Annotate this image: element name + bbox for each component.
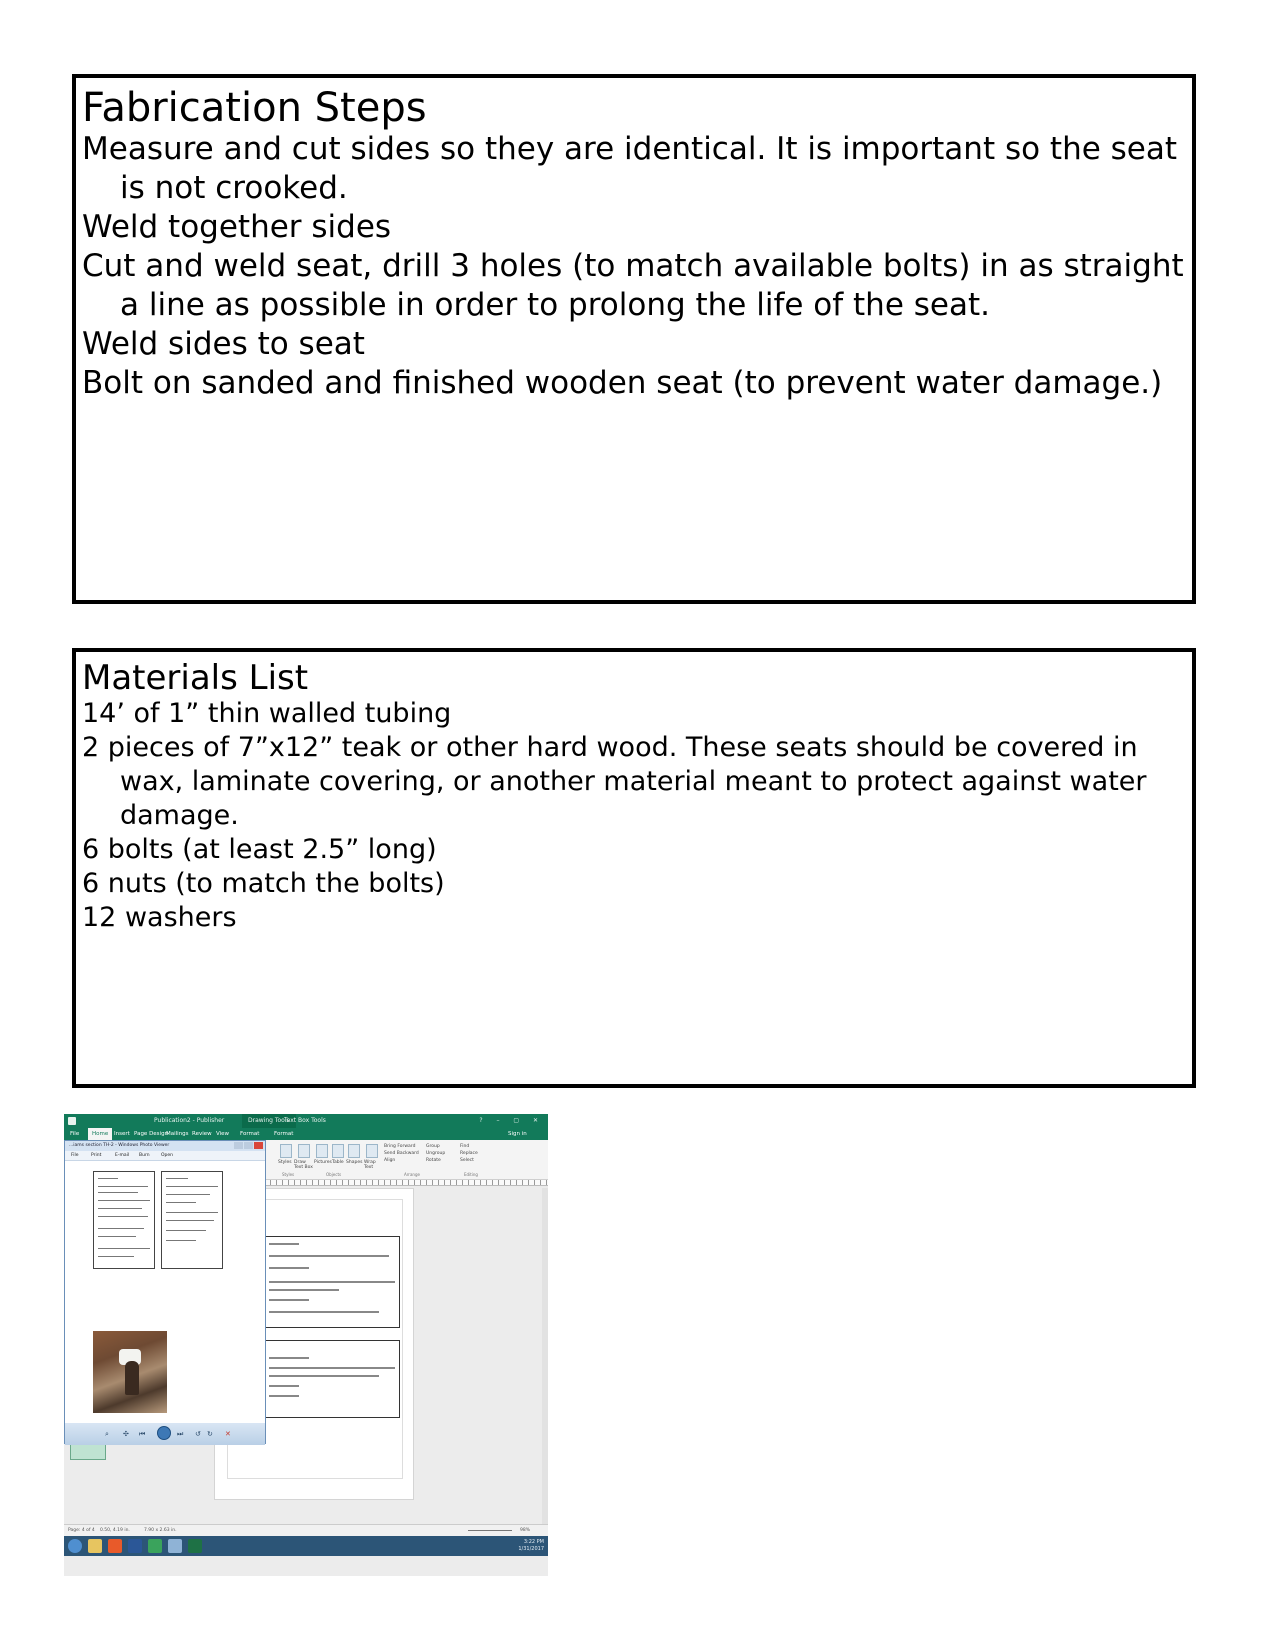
ribbon-group-label: Arrange xyxy=(404,1172,420,1177)
sign-in-link[interactable]: Sign in xyxy=(508,1131,527,1137)
ribbon-label[interactable]: Bring Forward xyxy=(384,1144,416,1149)
viewer-window-controls[interactable] xyxy=(233,1142,263,1150)
materials-list-box xyxy=(72,648,1196,1088)
photo-viewer-taskbar-icon[interactable] xyxy=(168,1539,182,1553)
mini-fabrication-box xyxy=(264,1236,400,1328)
person-legs xyxy=(125,1361,139,1395)
publisher-taskbar-icon[interactable] xyxy=(148,1539,162,1553)
tab-mailings[interactable]: Mailings xyxy=(166,1131,189,1137)
app-title: Publication2 - Publisher xyxy=(154,1117,225,1124)
text-line xyxy=(166,1230,206,1231)
zoom-slider[interactable] xyxy=(468,1530,512,1531)
rotate-left-icon[interactable]: ↺ xyxy=(195,1430,201,1438)
fabrication-step: Weld together sides xyxy=(82,209,392,245)
text-line xyxy=(269,1281,395,1283)
materials-heading: Materials List xyxy=(82,658,309,698)
viewed-page-right xyxy=(161,1171,223,1269)
page-thumbnail[interactable] xyxy=(70,1444,106,1460)
file-explorer-icon[interactable] xyxy=(88,1539,102,1553)
tab-file[interactable]: File xyxy=(70,1131,80,1137)
table-icon[interactable] xyxy=(332,1144,344,1158)
fabrication-steps-list xyxy=(82,130,1186,403)
ribbon-label[interactable]: Align xyxy=(384,1158,396,1163)
slideshow-play-icon[interactable] xyxy=(157,1426,171,1440)
vertical-scrollbar[interactable] xyxy=(542,1188,548,1524)
fabrication-steps-box xyxy=(72,74,1196,604)
ribbon-label: Draw Text Box xyxy=(294,1160,313,1170)
text-line xyxy=(166,1240,196,1241)
tab-review[interactable]: Review xyxy=(192,1131,212,1137)
tab-format-textbox[interactable]: Format xyxy=(274,1131,294,1137)
ribbon-group-label: Objects xyxy=(326,1172,342,1177)
viewer-menu-email[interactable]: E-mail xyxy=(115,1153,130,1158)
text-line xyxy=(269,1367,395,1369)
viewer-image-area xyxy=(65,1161,265,1423)
styles-icon[interactable] xyxy=(280,1144,292,1158)
viewed-page-left xyxy=(93,1171,155,1269)
windows-start-icon[interactable] xyxy=(68,1539,82,1553)
text-line xyxy=(166,1186,218,1187)
ribbon-label[interactable]: Group xyxy=(426,1144,440,1149)
viewer-menu-burn[interactable]: Burn xyxy=(139,1153,150,1158)
clock-time: 3:22 PM xyxy=(523,1539,544,1545)
window-controls[interactable]: ? – ▢ ✕ xyxy=(479,1117,544,1124)
material-item: 12 washers xyxy=(82,902,237,934)
clock-date: 1/31/2017 xyxy=(518,1546,544,1552)
ribbon-label: Styles xyxy=(278,1160,292,1165)
text-line xyxy=(166,1194,210,1195)
text-line xyxy=(269,1311,379,1313)
material-item: 2 pieces of 7”x12” teak or other hard wood. These seats should be covered in wax, laminate covering, or another material meant to protect against water damage. xyxy=(82,732,1147,832)
text-line xyxy=(98,1186,148,1187)
status-position: 0.50, 4.19 in. xyxy=(100,1528,130,1533)
ribbon-label: Pictures xyxy=(314,1160,332,1165)
zoom-level: 98% xyxy=(520,1528,531,1533)
material-item: 14’ of 1” thin walled tubing xyxy=(82,698,452,730)
viewer-title: ...iams section TH-2 - Windows Photo Viewer xyxy=(69,1143,170,1148)
tab-view[interactable]: View xyxy=(216,1131,230,1137)
ribbon-tabs xyxy=(64,1128,548,1140)
draw-text-box-icon[interactable] xyxy=(298,1144,310,1158)
wrap-text-icon[interactable] xyxy=(366,1144,378,1158)
status-size: 7.90 x 2.63 in. xyxy=(144,1528,177,1533)
text-line xyxy=(269,1375,379,1377)
publisher-title-bar xyxy=(64,1114,548,1128)
text-line xyxy=(98,1216,148,1217)
viewer-title-bar xyxy=(65,1141,265,1151)
context-tab-text-box-tools: Text Box Tools xyxy=(284,1117,326,1124)
status-bar xyxy=(64,1524,548,1536)
tab-home[interactable]: Home xyxy=(88,1128,112,1140)
text-line xyxy=(166,1178,188,1179)
text-line xyxy=(269,1255,389,1257)
rotate-right-icon[interactable]: ↻ xyxy=(207,1430,213,1438)
photo-viewer-window xyxy=(64,1140,266,1444)
zoom-icon[interactable]: ⌕ xyxy=(105,1430,109,1438)
text-line xyxy=(269,1299,309,1301)
actual-size-icon[interactable]: ✣ xyxy=(123,1430,129,1438)
pictures-icon[interactable] xyxy=(316,1144,328,1158)
viewer-controls xyxy=(65,1423,265,1445)
ribbon-group-label: Styles xyxy=(282,1172,295,1177)
delete-icon[interactable]: ✕ xyxy=(225,1430,231,1438)
materials-items-list xyxy=(82,697,1186,935)
text-line xyxy=(98,1208,142,1209)
fabrication-step: Weld sides to seat xyxy=(82,326,365,362)
fabrication-step: Bolt on sanded and finished wooden seat (to prevent water damage.) xyxy=(82,365,1163,401)
material-item: 6 bolts (at least 2.5” long) xyxy=(82,834,437,866)
viewer-menu-bar xyxy=(65,1151,265,1161)
text-line xyxy=(166,1212,218,1213)
text-line xyxy=(269,1395,299,1397)
text-line xyxy=(269,1267,309,1269)
text-line xyxy=(269,1243,299,1245)
ribbon-label[interactable]: Ungroup xyxy=(426,1151,446,1156)
text-line xyxy=(98,1200,150,1201)
ribbon-label[interactable]: Send Backward xyxy=(384,1151,419,1156)
ribbon-label[interactable]: Rotate xyxy=(426,1158,441,1163)
text-line xyxy=(98,1178,118,1179)
previous-icon[interactable]: ⏮ xyxy=(139,1430,146,1438)
ribbon-label[interactable]: Replace xyxy=(460,1151,478,1156)
mini-materials-box xyxy=(264,1340,400,1418)
viewer-menu-print[interactable]: Print xyxy=(91,1153,102,1158)
viewer-menu-file[interactable]: File xyxy=(71,1153,79,1158)
ribbon-label[interactable]: Find xyxy=(460,1144,470,1149)
fabrication-step: Measure and cut sides so they are identical. It is important so the seat is not crooked. xyxy=(82,131,1178,206)
horizontal-ruler xyxy=(264,1180,548,1186)
firefox-icon[interactable] xyxy=(108,1539,122,1553)
embedded-screenshot xyxy=(64,1114,548,1576)
text-line xyxy=(269,1385,299,1387)
text-line xyxy=(98,1248,150,1249)
material-item: 6 nuts (to match the bolts) xyxy=(82,868,445,900)
status-page: Page: 4 of 4 xyxy=(68,1528,95,1533)
text-line xyxy=(166,1202,196,1203)
publisher-icon xyxy=(68,1117,76,1125)
ribbon-label: Table xyxy=(332,1160,344,1165)
text-line xyxy=(269,1289,339,1291)
fabrication-step: Cut and weld seat, drill 3 holes (to match available bolts) in as straight a line as possible in order to prolong the life of the seat. xyxy=(82,248,1184,323)
taskbar xyxy=(64,1536,548,1556)
ribbon-group-label: Editing xyxy=(464,1172,478,1177)
ribbon-label: Shapes xyxy=(346,1160,363,1165)
text-line xyxy=(98,1256,134,1257)
next-icon[interactable]: ⏭ xyxy=(177,1430,184,1438)
shapes-icon[interactable] xyxy=(348,1144,360,1158)
fabrication-heading: Fabrication Steps xyxy=(82,85,427,131)
text-line xyxy=(98,1236,136,1237)
text-line xyxy=(98,1192,138,1193)
tab-page-design[interactable]: Page Design xyxy=(134,1131,169,1137)
viewer-menu-open[interactable]: Open xyxy=(161,1153,174,1158)
ribbon-label[interactable]: Select xyxy=(460,1158,474,1163)
text-line xyxy=(98,1228,144,1229)
text-line xyxy=(166,1220,214,1221)
text-line xyxy=(269,1357,309,1359)
word-icon[interactable] xyxy=(128,1539,142,1553)
tab-format-drawing[interactable]: Format xyxy=(240,1131,260,1137)
welding-photo xyxy=(93,1331,167,1413)
clock[interactable] xyxy=(518,1539,544,1553)
tab-insert[interactable]: Insert xyxy=(114,1131,130,1137)
excel-icon[interactable] xyxy=(188,1539,202,1553)
context-tab-drawing-tools: Drawing Tools xyxy=(242,1114,296,1128)
ribbon-label: Wrap Text xyxy=(364,1160,376,1170)
